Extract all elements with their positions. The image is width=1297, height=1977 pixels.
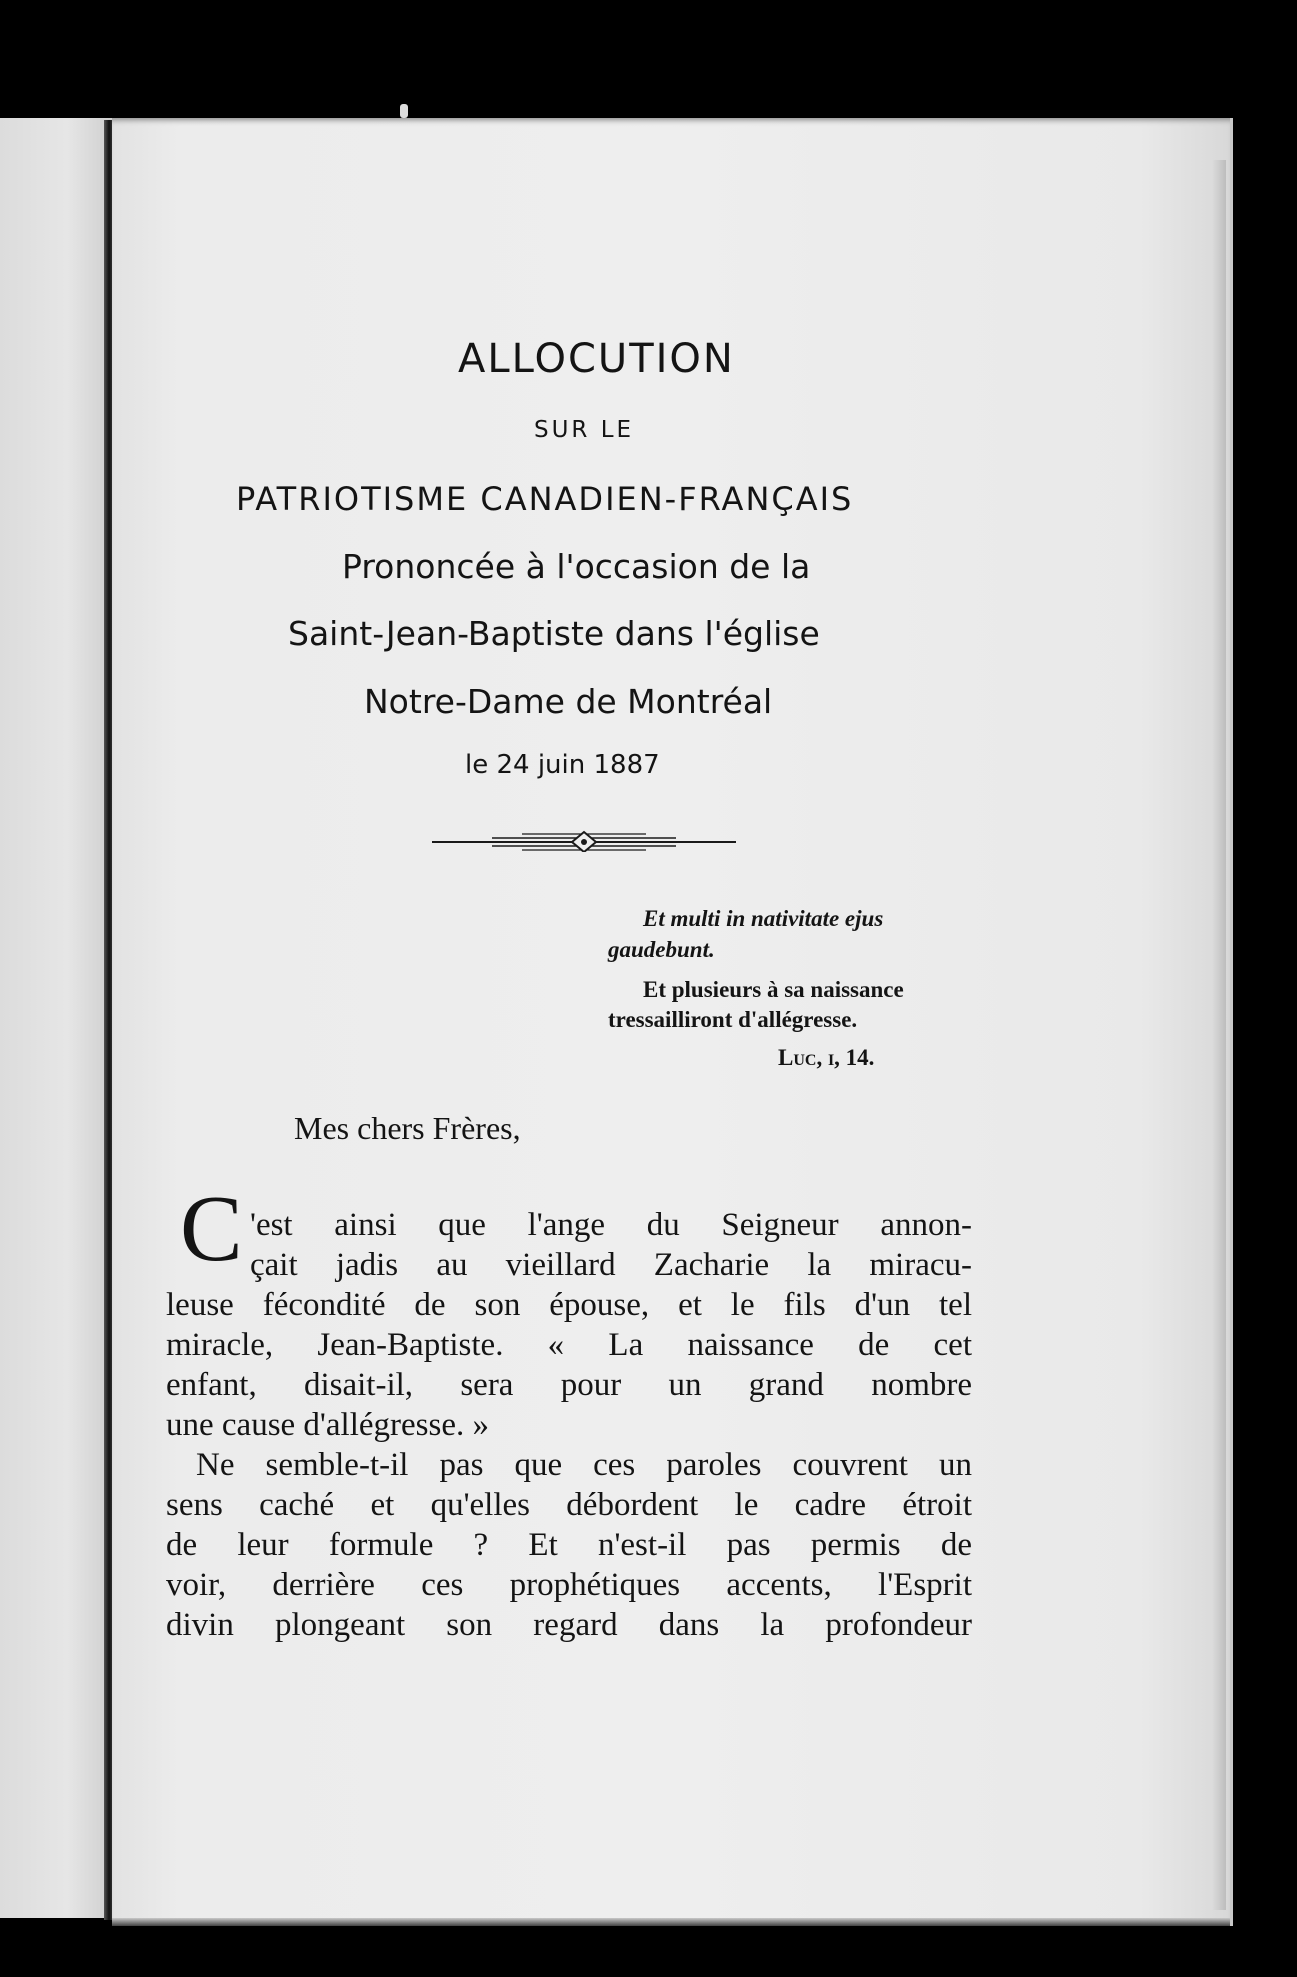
epigraph-reference: Luc, i, 14. [778, 1045, 875, 1070]
body-line: miracle, Jean-Baptiste. « La naissance de cet [166, 1327, 972, 1363]
body-line: Ne semble-t-il pas que ces paroles couvrent un [196, 1447, 972, 1483]
speech-date: le 24 juin 1887 [465, 750, 660, 780]
occasion-line-1: Prononcée à l'occasion de la [342, 547, 811, 586]
scan-mark [400, 104, 408, 118]
ornament-divider [432, 828, 736, 852]
epigraph-french-line-2: tressailliront d'allégresse. [608, 1007, 858, 1032]
body-line: 'est ainsi que l'ange du Seigneur annon- [250, 1207, 972, 1243]
subtitle-sur-le: SUR LE [534, 417, 635, 443]
drop-cap: C [180, 1177, 243, 1281]
paragraph-opening [250, 1205, 972, 1285]
body-line: de leur formule ? Et n'est-il pas permis de [166, 1527, 972, 1563]
facing-page-edge [0, 118, 112, 1918]
occasion-line-2: Saint-Jean-Baptiste dans l'église [288, 614, 820, 653]
body-line: une cause d'allégresse. » [166, 1407, 489, 1443]
page-title: ALLOCUTION [458, 336, 735, 382]
salutation: Mes chers Frères, [294, 1110, 521, 1146]
body-line: çait jadis au vieillard Zacharie la miracu- [250, 1247, 972, 1283]
body-line: enfant, disait-il, sera pour un grand nombre [166, 1367, 972, 1403]
subtitle-patriotisme: PATRIOTISME CANADIEN-FRANÇAIS [236, 480, 854, 518]
epigraph-latin-line-1: Et multi in nativitate ejus [643, 906, 884, 931]
page-bottom-edge [112, 1918, 1230, 1926]
epigraph-french-line-1: Et plusieurs à sa naissance [643, 977, 904, 1002]
paragraph-body [166, 1285, 972, 1645]
epigraph-latin-line-2: gaudebunt. [608, 937, 715, 962]
body-line: voir, derrière ces prophétiques accents, l'Esprit [166, 1567, 972, 1603]
page-edge [1212, 160, 1226, 1910]
body-line: sens caché et qu'elles débordent le cadre étroit [166, 1487, 972, 1523]
body-line: divin plongeant son regard dans la profondeur [166, 1607, 972, 1643]
body-line: leuse fécondité de son épouse, et le fils d'un tel [166, 1287, 972, 1323]
occasion-line-3: Notre-Dame de Montréal [364, 682, 773, 721]
